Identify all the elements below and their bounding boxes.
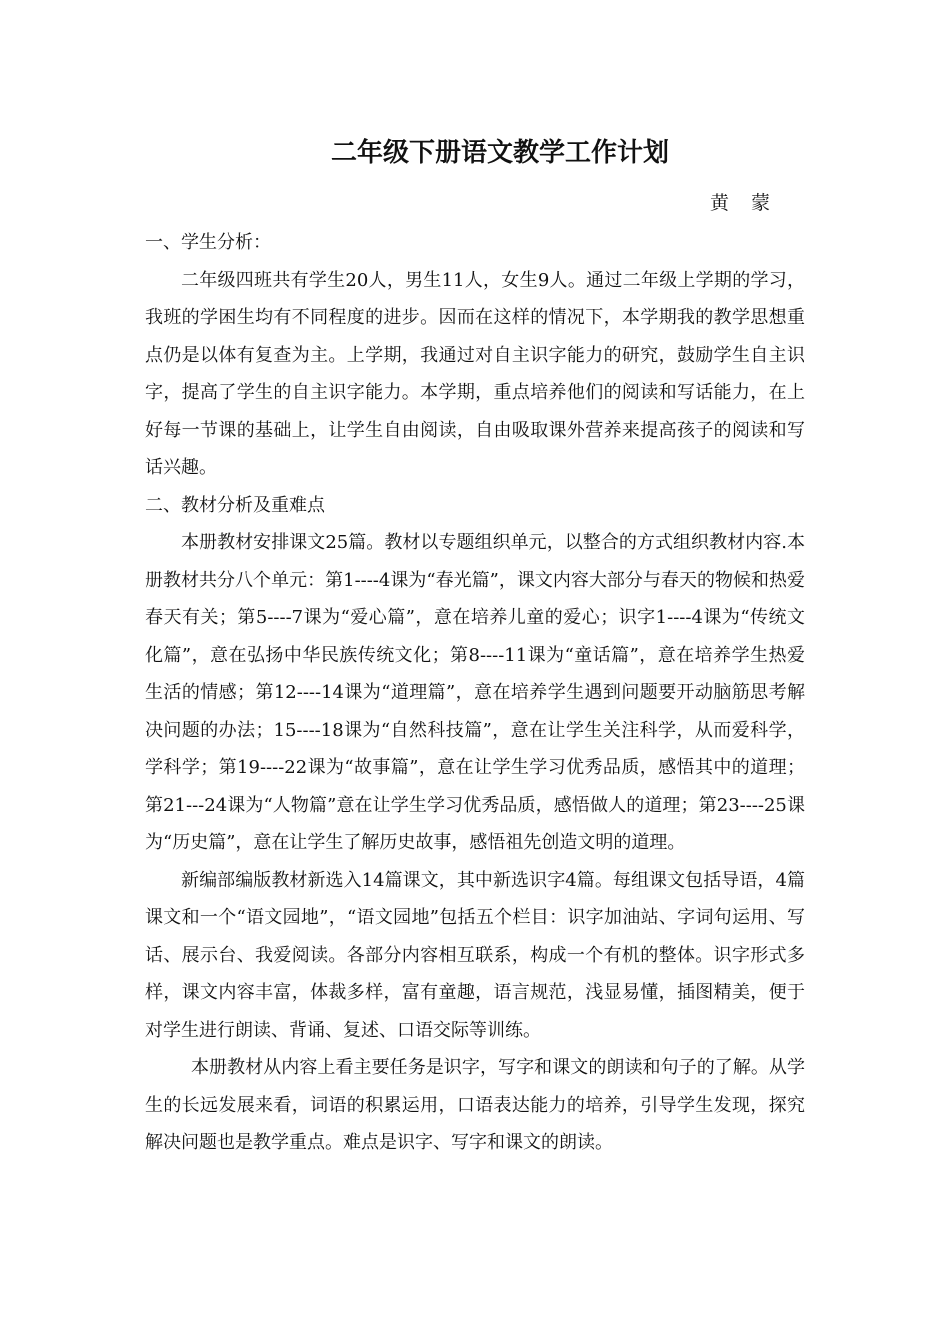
- section-heading-textbook-analysis: 二、教材分析及重难点: [145, 494, 325, 516]
- paragraph-textbook-structure: 新编部编版教材新选入14篇课文，其中新选识字4篇。每组课文包括导语，4篇课文和一个“语文园地”，“语文园地”包括五个栏目：识字加油站、字词句运用、写话、展示台、我爱阅读。各部分内容相互联系，构成一个有机的整体。识字形式多样，课文内容丰富，体裁多样，富有童趣，语言规范，浅显易懂，插图精美，便于对学生进行朗读、背诵、复述、口语交际等训练。: [145, 869, 805, 1041]
- paragraph-student-analysis: 二年级四班共有学生20人，男生11人，女生9人。通过二年级上学期的学习，我班的学困生均有不同程度的进步。因而在这样的情况下，本学期我的教学思想重点仍是以体有复查为主。上学期，我通过对自主识字能力的研究，鼓励学生自主识字，提高了学生的自主识字能力。本学期，重点培养他们的阅读和写话能力，在上好每一节课的基础上，让学生自由阅读，自由吸取课外营养来提高孩子的阅读和写话兴趣。: [145, 269, 805, 478]
- section-heading-student-analysis: 一、学生分析：: [145, 232, 271, 253]
- document-body: [145, 224, 805, 1162]
- paragraph-key-points: 本册教材从内容上看主要任务是识字，写字和课文的朗读和句子的了解。从学生的长远发展来看，词语的积累运用，口语表达能力的培养，引导学生发现，探究解决问题也是教学重点。难点是识字、写字和课文的朗读。: [145, 1057, 805, 1153]
- paragraph-textbook-units: 本册教材安排课文25篇。教材以专题组织单元，以整合的方式组织教材内容.本册教材共分八个单元：第1----4课为“春光篇”，课文内容大部分与春天的物候和热爱春天有关；第5----7课为“爱心篇”，意在培养儿童的爱心；识字1----4课为“传统文化篇”，意在弘扬中华民族传统文化；第8----11课为“童话篇”，意在培养学生热爱生活的情感；第12----14课为“道理篇”，意在培养学生遇到问题要开动脑筋思考解决问题的办法；15----18课为“自然科技篇”，意在让学生关注科学，从而爱科学，学科学；第19----22课为“故事篇”，意在让学生学习优秀品质，感悟其中的道理；第21---24课为“人物篇”意在让学生学习优秀品质，感悟做人的道理；第23----25课为“历史篇”，意在让学生了解历史故事，感悟祖先创造文明的道理。: [145, 532, 805, 853]
- document-title: 二年级下册语文教学工作计划: [330, 138, 669, 168]
- document-author: 黄 蒙: [710, 192, 779, 214]
